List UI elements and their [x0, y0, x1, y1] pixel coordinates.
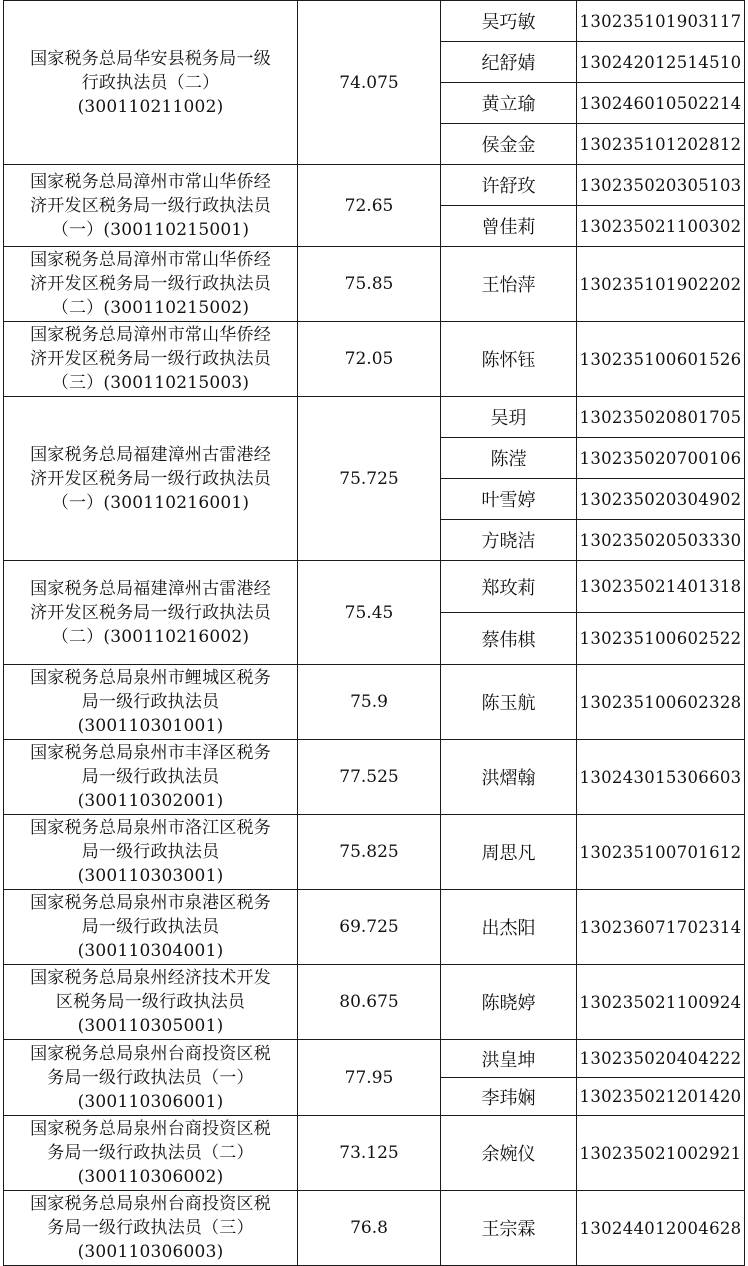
position-line: (300110304001) — [77, 941, 224, 961]
name-cell: 郑玫莉 — [441, 561, 577, 613]
position-line: 局一级行政执法员 — [81, 842, 220, 862]
position-line: 行政执法员（二） — [81, 72, 220, 93]
position-cell — [4, 1116, 298, 1191]
name-cell: 黄立瑜 — [441, 83, 577, 124]
exam-id-cell: 130235020503330 — [577, 520, 745, 561]
position-line: 济开发区税务局一级行政执法员 — [30, 274, 271, 294]
table-row — [4, 322, 745, 397]
position-line: 区税务局一级行政执法员 — [55, 992, 246, 1012]
exam-id-cell: 130235021002921 — [577, 1116, 745, 1191]
exam-id-cell: 130235100602328 — [577, 665, 745, 740]
score-cell: 75.825 — [298, 815, 441, 890]
position-line: （三）(300110215003) — [51, 373, 250, 393]
name-cell: 洪熠翰 — [441, 740, 577, 815]
position-line: 国家税务总局福建漳州古雷港经 — [30, 578, 271, 599]
position-line: (300110306001) — [77, 1091, 224, 1112]
position-line: 国家税务总局泉州市洛江区税务 — [30, 818, 271, 838]
name-cell: 叶雪婷 — [441, 479, 577, 520]
exam-id-cell: 130235020305103 — [577, 165, 745, 206]
exam-id-cell: 130235100602522 — [577, 613, 745, 665]
score-cell: 75.9 — [298, 665, 441, 740]
position-line: 务局一级行政执法员（三） — [47, 1218, 254, 1238]
position-line: （二）(300110215002) — [51, 298, 250, 318]
position-cell — [4, 890, 298, 965]
table-row — [4, 1040, 745, 1078]
name-cell: 周思凡 — [441, 815, 577, 890]
exam-id-cell: 130235020404222 — [577, 1040, 745, 1078]
name-cell: 曾佳莉 — [441, 206, 577, 247]
name-cell: 余婉仪 — [441, 1116, 577, 1191]
position-line: (300110305001) — [77, 1016, 224, 1036]
name-cell: 吴玥 — [441, 397, 577, 438]
position-cell — [4, 247, 298, 322]
score-cell: 75.725 — [298, 397, 441, 561]
position-cell — [4, 965, 298, 1040]
position-cell — [4, 397, 298, 561]
exam-id-cell: 130235100701612 — [577, 815, 745, 890]
position-line: （一）(300110215001) — [51, 219, 250, 240]
name-cell: 王宗霖 — [441, 1191, 577, 1266]
position-line: (300110211002) — [77, 96, 224, 117]
table-row — [4, 397, 745, 438]
name-cell: 出杰阳 — [441, 890, 577, 965]
score-cell: 72.65 — [298, 165, 441, 247]
exam-id-cell: 130235021100924 — [577, 965, 745, 1040]
table-row — [4, 965, 745, 1040]
exam-id-cell: 130235021100302 — [577, 206, 745, 247]
position-line: 国家税务总局福建漳州古雷港经 — [30, 444, 271, 465]
exam-id-cell: 130235101202812 — [577, 124, 745, 165]
position-line: 济开发区税务局一级行政执法员 — [30, 195, 271, 216]
table-row — [4, 1191, 745, 1266]
exam-id-cell: 130242012514510 — [577, 42, 745, 83]
name-cell: 许舒玫 — [441, 165, 577, 206]
exam-id-cell: 130235020801705 — [577, 397, 745, 438]
position-cell — [4, 815, 298, 890]
position-line: 国家税务总局泉州台商投资区税 — [30, 1194, 271, 1214]
table-row — [4, 1116, 745, 1191]
table-row — [4, 665, 745, 740]
name-cell: 方晓洁 — [441, 520, 577, 561]
exam-id-cell: 130235100601526 — [577, 322, 745, 397]
name-cell: 纪舒婧 — [441, 42, 577, 83]
score-cell: 77.95 — [298, 1040, 441, 1116]
table-row — [4, 740, 745, 815]
position-line: (300110303001) — [77, 866, 224, 886]
name-cell: 陈滢 — [441, 438, 577, 479]
score-cell: 69.725 — [298, 890, 441, 965]
table-row — [4, 815, 745, 890]
position-line: (300110306003) — [77, 1242, 224, 1262]
table-row — [4, 561, 745, 613]
position-cell — [4, 561, 298, 665]
name-cell: 王怡萍 — [441, 247, 577, 322]
position-cell — [4, 740, 298, 815]
exam-id-cell: 130235021401318 — [577, 561, 745, 613]
name-cell: 蔡伟棋 — [441, 613, 577, 665]
position-line: 国家税务总局泉州市丰泽区税务 — [30, 743, 271, 763]
position-line: 济开发区税务局一级行政执法员 — [30, 349, 271, 369]
exam-id-cell: 130243015306603 — [577, 740, 745, 815]
position-line: 务局一级行政执法员（一） — [47, 1067, 254, 1088]
score-cell: 77.525 — [298, 740, 441, 815]
score-cell: 80.675 — [298, 965, 441, 1040]
results-table-body — [4, 1, 745, 1266]
position-line: 国家税务总局漳州市常山华侨经 — [30, 250, 271, 270]
exam-id-cell: 130244012004628 — [577, 1191, 745, 1266]
position-line: 局一级行政执法员 — [81, 692, 220, 712]
position-line: 国家税务总局泉州台商投资区税 — [30, 1119, 271, 1139]
results-table — [3, 0, 745, 1266]
score-cell: 75.85 — [298, 247, 441, 322]
position-line: （一）(300110216001) — [51, 492, 250, 513]
position-cell — [4, 1191, 298, 1266]
position-cell — [4, 1040, 298, 1116]
position-cell — [4, 165, 298, 247]
position-line: 国家税务总局漳州市常山华侨经 — [30, 325, 271, 345]
table-row — [4, 1, 745, 42]
exam-id-cell: 130235020304902 — [577, 479, 745, 520]
exam-id-cell: 130235101903117 — [577, 1, 745, 42]
position-line: 务局一级行政执法员（二） — [47, 1143, 254, 1163]
position-line: 国家税务总局泉州经济技术开发 — [30, 968, 271, 988]
name-cell: 李玮娴 — [441, 1078, 577, 1116]
position-line: 局一级行政执法员 — [81, 917, 220, 937]
position-line: 国家税务总局华安县税务局一级 — [30, 48, 271, 69]
score-cell: 72.05 — [298, 322, 441, 397]
exam-id-cell: 130236071702314 — [577, 890, 745, 965]
position-cell — [4, 665, 298, 740]
position-line: 国家税务总局泉州市泉港区税务 — [30, 893, 271, 913]
exam-id-cell: 130235021201420 — [577, 1078, 745, 1116]
position-line: 济开发区税务局一级行政执法员 — [30, 468, 271, 489]
score-cell: 75.45 — [298, 561, 441, 665]
table-row — [4, 890, 745, 965]
score-cell: 73.125 — [298, 1116, 441, 1191]
position-line: （二）(300110216002) — [51, 626, 250, 647]
score-cell: 74.075 — [298, 1, 441, 165]
name-cell: 洪皇坤 — [441, 1040, 577, 1078]
name-cell: 陈怀钰 — [441, 322, 577, 397]
name-cell: 吴巧敏 — [441, 1, 577, 42]
exam-id-cell: 130235020700106 — [577, 438, 745, 479]
position-line: (300110302001) — [77, 791, 224, 811]
table-row — [4, 165, 745, 206]
position-line: (300110306002) — [77, 1167, 224, 1187]
position-cell — [4, 1, 298, 165]
table-row — [4, 247, 745, 322]
name-cell: 侯金金 — [441, 124, 577, 165]
position-line: (300110301001) — [77, 716, 224, 736]
position-line: 国家税务总局漳州市常山华侨经 — [30, 171, 271, 192]
position-cell — [4, 322, 298, 397]
score-cell: 76.8 — [298, 1191, 441, 1266]
exam-id-cell: 130246010502214 — [577, 83, 745, 124]
name-cell: 陈晓婷 — [441, 965, 577, 1040]
position-line: 国家税务总局泉州台商投资区税 — [30, 1043, 271, 1064]
position-line: 局一级行政执法员 — [81, 767, 220, 787]
exam-id-cell: 130235101902202 — [577, 247, 745, 322]
position-line: 济开发区税务局一级行政执法员 — [30, 602, 271, 623]
name-cell: 陈玉航 — [441, 665, 577, 740]
position-line: 国家税务总局泉州市鲤城区税务 — [30, 668, 271, 688]
